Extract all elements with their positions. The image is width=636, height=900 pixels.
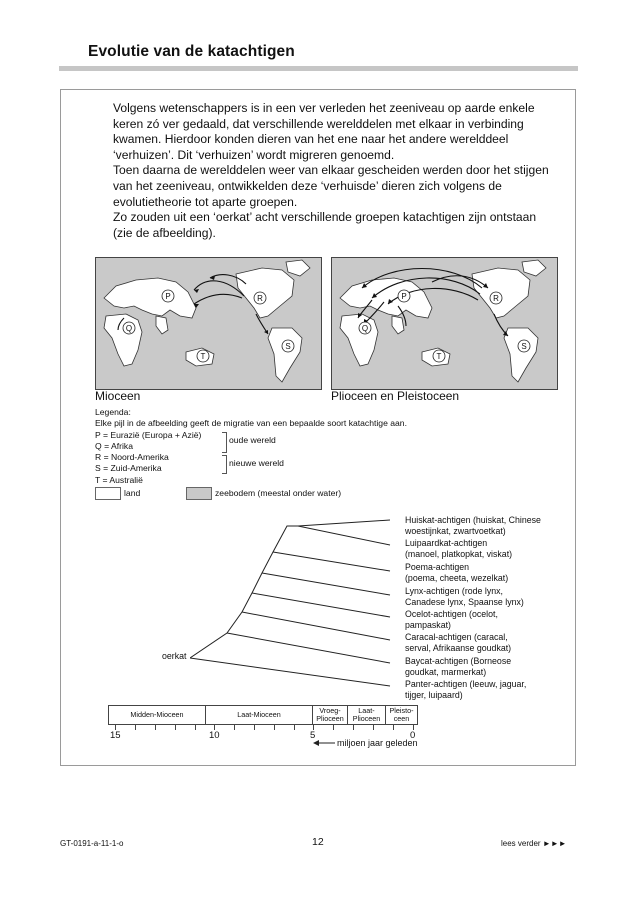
region-label-t: T [436,352,442,361]
label-new-world: nieuwe wereld [229,458,284,468]
tree-group-huiskat [405,515,541,537]
legend-item-p: P = Eurazië (Europa + Azië) [95,430,202,440]
tick-0: 0 [410,730,416,741]
legend-item-s: S = Zuid-Amerika [95,463,162,473]
group-name: Lynx-achtigen (rode lynx, [405,586,503,596]
footer-next: lees verder ►►► [501,839,567,848]
migration-arrow-1 [194,281,244,296]
page-title: Evolutie van de katachtigen [88,43,295,60]
tick-15: 15 [110,730,121,741]
legend-item-r: R = Noord-Amerika [95,452,169,462]
region-label-q: Q [125,324,133,333]
group-members: pampaskat) [405,620,451,630]
tree-group-poema [405,562,508,584]
continent-south-america [504,328,538,382]
map-plioceen [331,257,558,390]
legend-heading: Legenda: [95,407,131,417]
group-name: Caracal-achtigen (caracal, [405,632,508,642]
period-laat-mioceen: Laat-Mioceen [206,706,313,724]
swatch-land [95,487,121,500]
intro-text [113,101,553,241]
timeline-unit: miljoen jaar geleden [337,738,418,748]
branch-panter [190,658,390,686]
arrow-left-icon [313,739,335,747]
group-members: Canadese lynx, Spaanse lynx) [405,597,524,607]
brace-new-world [222,455,227,474]
world-map-mioceen [96,258,321,389]
region-label-r: R [493,294,499,303]
region-label-p: P [165,292,171,301]
region-label-t: T [200,352,206,361]
footer-code: GT-0191-a-11-1-o [60,839,124,848]
swatch-seabed [186,487,212,500]
group-members: (poema, cheeta, wezelkat) [405,573,509,583]
branch-huiskat [298,520,390,526]
tree-group-caracal [405,632,511,654]
region-label-r: R [257,294,263,303]
period-pleistoceen: Pleisto-ceen [389,706,414,723]
tree-group-baycat [405,656,511,678]
legend-arrow-note: Elke pijl in de afbeelding geeft de migratie van een bepaalde soort katachtige aan. [95,418,407,428]
group-name: Ocelot-achtigen (ocelot, [405,609,498,619]
timeline-bar [108,705,418,725]
continent-africa [104,314,142,366]
tree-root-label: oerkat [162,651,187,661]
title-rule [59,66,578,71]
legend-item-q: Q = Afrika [95,441,133,451]
branch-ocelot [252,593,390,617]
world-map-plioceen [332,258,557,389]
tree-group-panter [405,679,526,701]
tree-trunk [190,526,298,658]
continent-eurasia [104,278,196,318]
map-mioceen [95,257,322,390]
branch-luipaardkat [298,526,390,545]
continent-greenland [286,260,310,276]
intro-paragraph-2: Toen daarna de werelddelen weer van elkaar gescheiden werden door het stijgen van het zeeniveau, ontwikkelden deze ‘verhuisde’ dieren zich volgens de evolutietheorie tot aparte groepen. [113,163,549,209]
region-label-q: Q [361,324,369,333]
group-name: Luipaardkat-achtigen [405,538,488,548]
intro-paragraph-3: Zo zouden uit een ‘oerkat’ acht verschillende groepen katachtigen zijn ontstaan (zie de afbeelding). [113,210,537,240]
migration-arrow-2 [194,294,242,304]
group-members: (manoel, platkopkat, viskat) [405,549,513,559]
label-land: land [124,488,141,498]
continent-eurasia [340,278,432,318]
continent-africa [340,314,378,366]
tree-group-ocelot [405,609,498,631]
page-number: 12 [312,836,324,848]
tree-group-luipaardkat [405,538,512,560]
continent-south-asia [156,316,168,334]
continent-south-america [268,328,302,382]
group-members: woestijnkat, zwartvoetkat) [405,526,506,536]
period-midden-mioceen: Midden-Mioceen [109,706,206,724]
group-name: Poema-achtigen [405,562,470,572]
group-name: Panter-achtigen (leeuw, jaguar, [405,679,527,689]
label-seabed: zeebodem (meestal onder water) [215,488,342,498]
branch-caracal [242,612,390,640]
group-members: serval, Afrikaanse goudkat) [405,643,512,653]
map-caption-mioceen: Mioceen [95,389,141,403]
group-members: tijger, luipaard) [405,690,463,700]
tick-10: 10 [209,730,220,741]
branch-baycat [227,633,390,663]
map-caption-plioceen: Plioceen en Pleistoceen [331,389,460,403]
legend-item-t: T = Australië [95,475,143,485]
continent-north-america [472,268,530,318]
branch-lynx [262,573,390,595]
timeline-ticks [108,725,418,731]
group-name: Baycat-achtigen (Borneose [405,656,512,666]
label-old-world: oude wereld [229,435,276,445]
period-vroeg-plioceen: Vroeg-Plioceen [313,706,348,724]
intro-paragraph-1: Volgens wetenschappers is in een ver verleden het zeeniveau op aarde enkele keren zó ver gedaald, dat verschillende werelddelen met elkaar in verbinding kwamen. Hierdoor konden dieren van het ene naar het andere werelddeel ‘verhuizen’. Dit ‘verhuizen’ wordt migreren genoemd. [113,101,535,162]
tree-group-lynx [405,586,524,608]
continent-greenland [522,260,546,276]
region-label-p: P [401,292,407,301]
continent-south-asia [392,316,404,334]
brace-old-world [222,432,227,453]
group-members: goudkat, marmerkat) [405,667,487,677]
tick-5: 5 [310,730,316,741]
evolution-tree [190,515,405,695]
period-laat-plioceen: Laat-Plioceen [348,706,386,724]
branch-poema [273,552,390,571]
group-name: Huiskat-achtigen (huiskat, Chinese [405,515,541,525]
continent-north-america [236,268,294,318]
region-label-s: S [285,342,291,351]
region-label-s: S [521,342,527,351]
